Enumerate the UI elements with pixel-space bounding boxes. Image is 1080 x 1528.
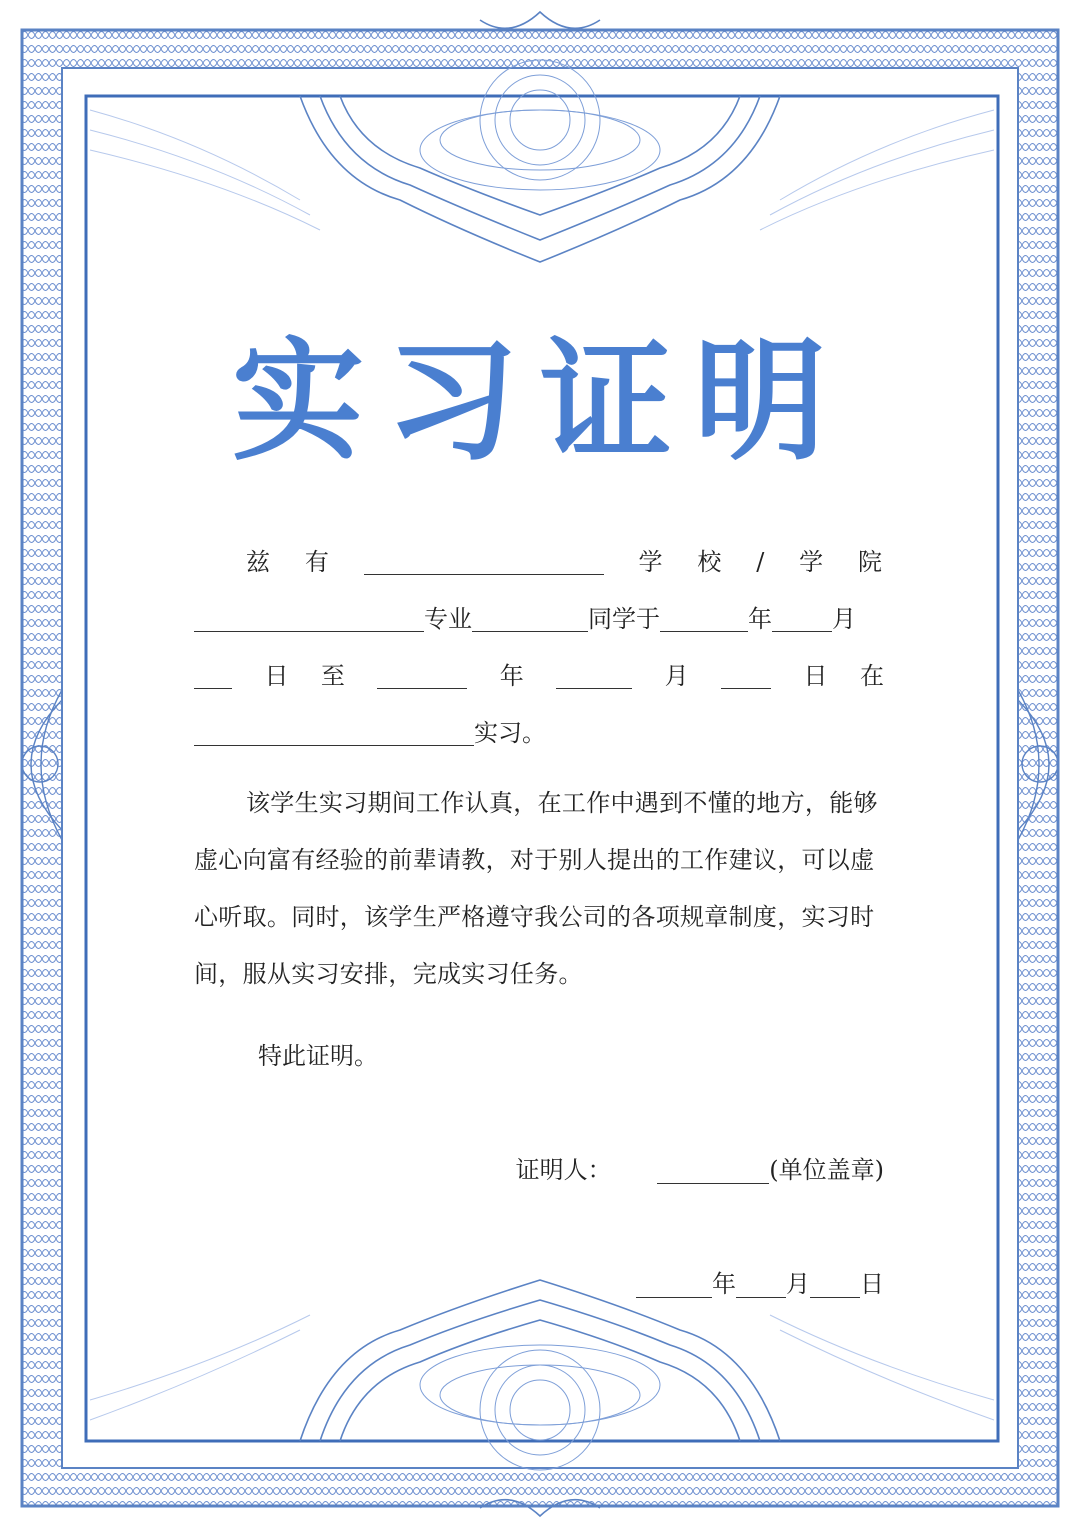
seal-note: (单位盖章)	[769, 1156, 884, 1184]
fill-line-3	[194, 648, 884, 705]
text-month: 月	[832, 605, 856, 633]
text-xue2: 学	[799, 548, 824, 576]
text-student: 同学于	[588, 605, 660, 633]
text-xiao: 校	[697, 548, 722, 576]
text-month2: 月	[664, 662, 689, 690]
start-year-blank[interactable]	[660, 607, 748, 632]
text-year2: 年	[499, 662, 524, 690]
text-major: 专业	[424, 605, 472, 633]
start-day-blank[interactable]	[194, 664, 232, 689]
college-blank[interactable]	[194, 607, 424, 632]
signature-label: 证明人：	[515, 1156, 612, 1184]
sign-day-blank[interactable]	[810, 1273, 860, 1298]
evaluation-paragraph: 该学生实习期间工作认真，在工作中遇到不懂的地方，能够虚心向富有经验的前辈请教，对于别人提出的工作建议，可以虚心听取。同时，该学生严格遵守我公司的各项规章制度，实习时间，服从实习安排，完成实习任务。	[194, 789, 878, 988]
text-zi: 兹	[246, 548, 270, 576]
signature-blank[interactable]	[657, 1159, 769, 1184]
text-year: 年	[748, 605, 772, 633]
text-day2: 日	[803, 662, 828, 690]
signature-line	[516, 1142, 884, 1199]
date-day: 日	[860, 1270, 884, 1298]
fill-line-4	[194, 705, 884, 762]
special-certify-text: 特此证明。	[258, 1042, 378, 1070]
text-you: 有	[304, 548, 329, 576]
text-at: 在	[859, 662, 884, 690]
school-blank[interactable]	[364, 550, 604, 575]
end-year-blank[interactable]	[377, 664, 467, 689]
date-line	[636, 1256, 884, 1313]
end-month-blank[interactable]	[556, 664, 632, 689]
text-yuan: 院	[858, 548, 882, 576]
fill-line-1	[246, 534, 882, 591]
start-month-blank[interactable]	[772, 607, 832, 632]
text-day: 日	[264, 662, 289, 690]
date-month: 月	[786, 1270, 810, 1298]
date-year: 年	[712, 1270, 736, 1298]
sign-month-blank[interactable]	[736, 1273, 786, 1298]
certificate-title: 实习证明	[232, 324, 848, 479]
text-slash: /	[756, 548, 765, 576]
sign-year-blank[interactable]	[636, 1273, 712, 1298]
text-xue: 学	[638, 548, 663, 576]
text-intern: 实习。	[474, 719, 546, 747]
fill-line-2	[194, 591, 884, 648]
major-blank[interactable]	[472, 607, 588, 632]
text-to: 至	[320, 662, 345, 690]
end-day-blank[interactable]	[721, 664, 771, 689]
company-blank[interactable]	[194, 721, 474, 746]
